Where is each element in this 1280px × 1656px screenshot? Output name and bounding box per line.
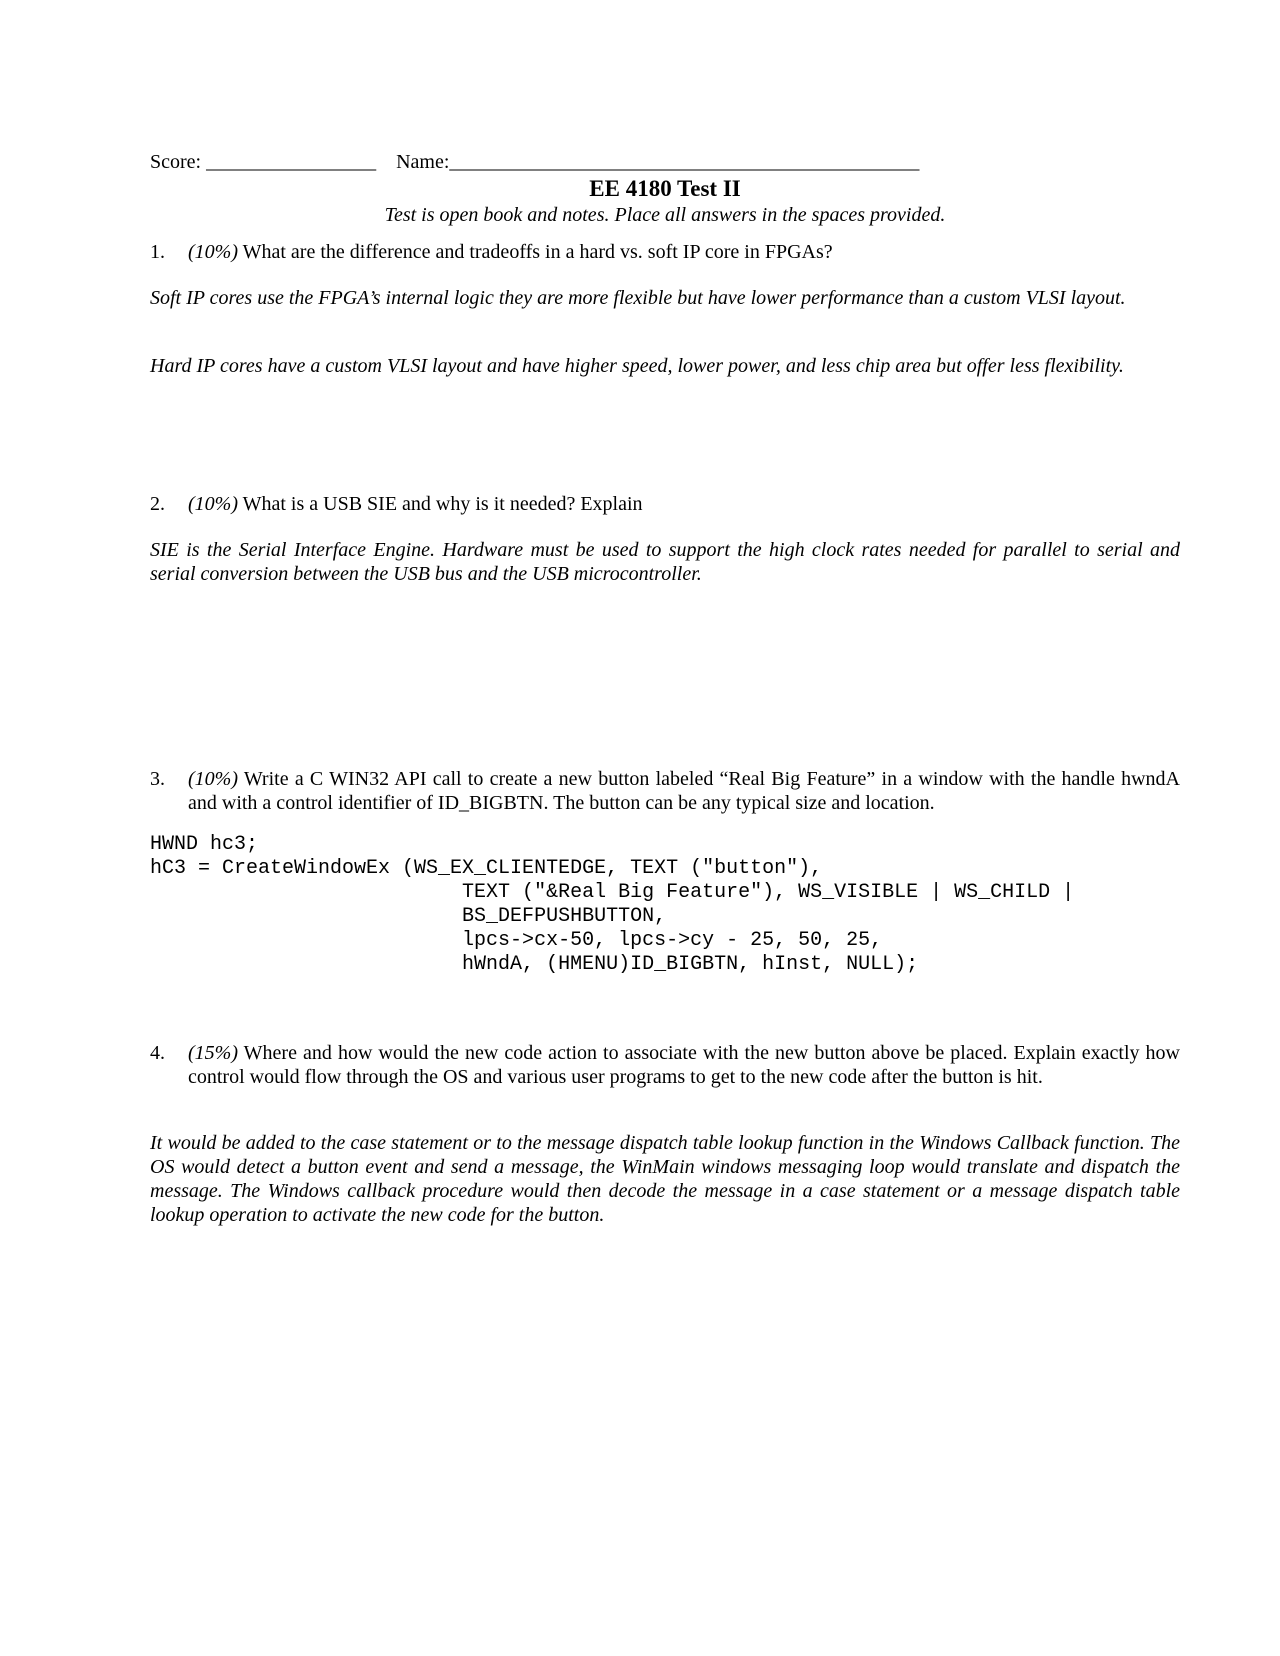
answer-3-code: HWND hc3; hC3 = CreateWindowEx (WS_EX_CLIENTEDGE, TEXT ("button"), TEXT ("&Real Big Feature"), WS_VISIBLE | WS_CHILD | BS_DEFPUSHBUTTON, lpcs->cx-50, lpcs->cy - 25, 50, 25, hWndA, (HMENU)ID_BIGBTN, hInst, NULL);	[150, 833, 1075, 976]
page-title: EE 4180 Test II	[589, 176, 741, 201]
question-weight: (15%)	[188, 1042, 238, 1064]
question-weight: (10%)	[188, 493, 238, 515]
question-text: What are the difference and tradeoffs in a hard vs. soft IP core in FPGAs?	[237, 241, 833, 263]
question-text: Write a C WIN32 API call to create a new button labeled “Real Big Feature” in a window with the handle hwndA and with a control identifier of ID_BIGBTN. The button can be any typical size and location.	[188, 768, 1180, 814]
question-number: 4.	[150, 1042, 165, 1064]
question-weight: (10%)	[188, 241, 238, 263]
question-text: What is a USB SIE and why is it needed? Explain	[237, 493, 643, 515]
score-name-line: Score: _________________ Name:_______________________________________________	[150, 151, 920, 173]
answer-1-soft-ip: Soft IP cores use the FPGA’s internal logic they are more flexible but have lower performance than a custom VLSI layout.	[150, 287, 1126, 309]
question-body	[188, 492, 1180, 516]
test-instructions: Test is open book and notes. Place all answers in the spaces provided.	[384, 204, 946, 226]
question-text: Where and how would the new code action to associate with the new button above be placed. Explain exactly how control would flow through the OS and various user programs to get to the new code after the button is hit.	[188, 1042, 1180, 1088]
question-2	[150, 492, 1180, 516]
answer-1-hard-ip: Hard IP cores have a custom VLSI layout and have higher speed, lower power, and less chip area but offer less flexibility.	[150, 355, 1124, 377]
question-weight: (10%)	[188, 768, 238, 790]
question-number: 2.	[150, 493, 165, 515]
question-number: 1.	[150, 241, 165, 263]
question-body	[188, 240, 1180, 264]
question-1	[150, 240, 1180, 264]
question-body	[188, 767, 1180, 815]
answer-2: SIE is the Serial Interface Engine. Hardware must be used to support the high clock rates needed for parallel to serial and serial conversion between the USB bus and the USB microcontroller.	[150, 539, 1180, 585]
question-body	[188, 1041, 1180, 1089]
test-page	[150, 0, 1180, 1656]
answer-4: It would be added to the case statement or to the message dispatch table lookup function in the Windows Callback function. The OS would detect a button event and send a message, the WinMain windows messaging loop would translate and dispatch the message. The Windows callback procedure would then decode the message in a case statement or a message dispatch table lookup operation to activate the new code for the button.	[150, 1132, 1180, 1226]
question-number: 3.	[150, 768, 165, 790]
question-4	[150, 1041, 1180, 1089]
question-3	[150, 767, 1180, 815]
